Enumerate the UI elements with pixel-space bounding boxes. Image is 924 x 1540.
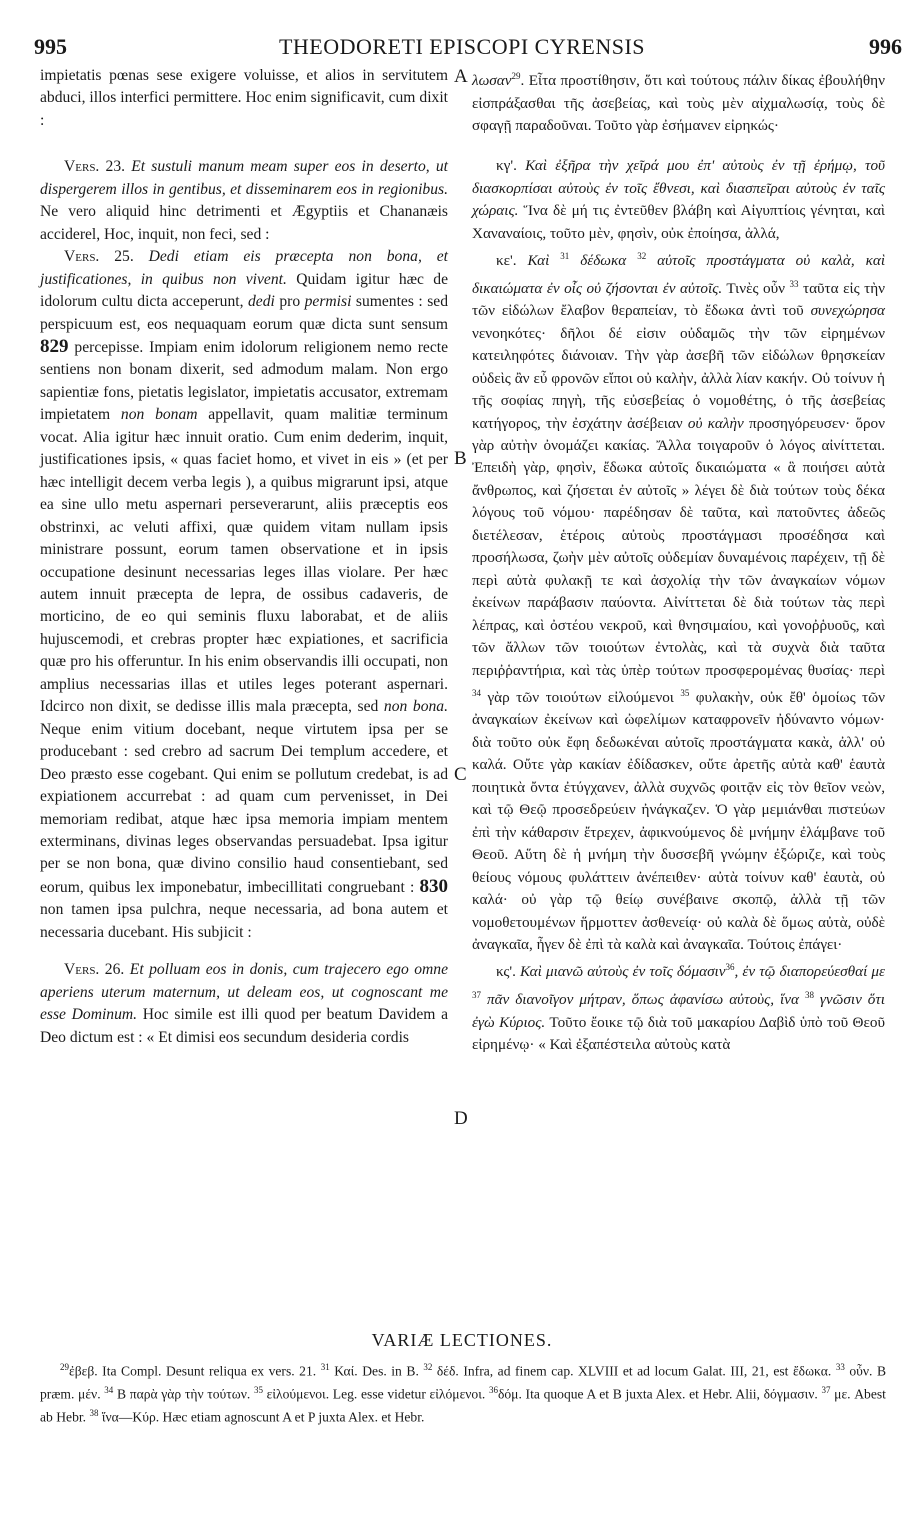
verse-text: Et polluam eos in donis, cum trajecero ego omne aperiens uterum maternum, ut deleam eos, ut cognoscant me esse Dominum. (40, 961, 449, 1024)
page-header (0, 30, 924, 60)
emphasis-word: non bona. (383, 698, 448, 716)
column-number: 829 (40, 335, 69, 357)
note-text: Καί. Des. in B. (334, 1363, 419, 1379)
commentary-text: non tamen ipsa pulchra, neque necessaria, ad bona autem et necessaria ducebant. His subjicit : (40, 901, 448, 941)
commentary-text: γὰρ τῶν τοιούτων εἰλούμενοι (487, 689, 674, 707)
variant-notes (40, 1358, 886, 1427)
margin-marker-d: D (454, 1108, 468, 1129)
note-number: 29 (60, 1362, 69, 1372)
footnote-ref: 35 (680, 687, 690, 698)
variae-lectiones-heading: VARIÆ LECTIONES. (371, 1330, 553, 1350)
emphasis-word: permisi (304, 293, 352, 311)
greek-paragraph-intro (472, 65, 885, 137)
verse-text: Dedi etiam eis præcepta non bona, et justificationes, in quibus non vivent. (40, 248, 448, 288)
note-number: 38 (89, 1408, 99, 1419)
verse-text: δέδωκα (580, 252, 627, 270)
greek-verse-25 (472, 245, 885, 956)
verse-text: , ἐν τῷ διαπορεύεσθαί με (734, 963, 886, 981)
verse-text: αὐτοῖς προστάγματα οὐ καλὰ, καὶ δικαιώματα ἐν οἷς οὐ ζήσονται ἐν αὐτοῖς. (472, 252, 886, 297)
verse-text: Καὶ μιανῶ αὐτοὺς ἐν τοῖς δόμασιν (519, 963, 726, 981)
margin-marker-c: C (454, 764, 467, 785)
note-number: 37 (821, 1385, 831, 1396)
footnote-ref: 38 (804, 989, 814, 1000)
note-number: 34 (104, 1385, 114, 1396)
footnote-ref: 31 (560, 251, 570, 262)
note-text: με. Abest ab Hebr. (40, 1386, 886, 1425)
verse-label: Vers. 25. (64, 248, 134, 266)
footnote-ref: 36 (725, 962, 735, 973)
note-text: δέδ. Infra, ad finem cap. XLVIII et ad locum Galat. III, 21, est ἔδωκα. (436, 1363, 832, 1379)
variae-lectiones (40, 1358, 886, 1427)
commentary-text: προσηγόρευσεν· ὅρον γὰρ αὐτὴν ὀνομάζει κακίας. Ἄλλα τοιγαροῦν ὁ λόγος αἰνίττεται. Ἐπειδὴ γὰρ, φησὶν, ἔδωκα αὐτοῖς δικαιώματα « ἃ ποιήσει αὐτὰ ἄνθρωπος, καὶ ζήσεται ἐν αὐτοῖς » λέγει δὲ διὰ τούτων τοὺς δέκα λόγους τοῦ νόμου· παρέδησαν δὲ ταῦτα, καὶ πατοῦντες ἀδεῶς διετέλεσαν, ἑτέροις αὐτοὺς προστάγμασι προσέδησα καὶ προσήλωσα, ζωὴν μὲν αὐτοῖς οὐδεμίαν δυναμένοις παρέχειν, τῇ δὲ περὶ αὐτὰ φυλακῇ τε καὶ ἀσχολίᾳ τὴν τῶν ἀναγκαίων νόμων ἐκείνων παράβασιν παύοντα. Αἰνίττεται δὲ διὰ τούτων τὰς περὶ λέπρας, καὶ ὀστέου νεκροῦ, καὶ θνησιμαίου, καὶ γονοῤῥυοῦς, καὶ τῶν ἄλλων τῶν τοιούτων ἐντολὰς, καὶ τὰ συχνὰ διὰ ταῦτα περιῤῥαντήρια, καὶ τὰς ὑπὲρ τούτων προσφερομένας θυσίας· περὶ (472, 414, 886, 679)
verse-text: πᾶν διανοῖγον μήτραν, ὅπως ἀφανίσω αὐτοὺς, ἵνα (486, 991, 799, 1009)
commentary-text: Ἵνα δὲ μή τις ἐντεῦθεν βλάβη καὶ Αἰγυπτίοις γένηται, καὶ Χαναναίοις, τοῦτο μὲν, φησὶν, οὐκ ἐποίησα, ἀλλά, (472, 202, 886, 242)
footnote-ref: 32 (637, 251, 647, 262)
verse-label: κς'. (496, 963, 516, 981)
commentary-text: νενοηκότες· δῆλοι δέ εἰσιν οὐδαμῶς τὴν τῶν εἰρημένων κατειληφότες διάνοιαν. Τὴν γὰρ ἀσεβῆ τῶν εἰδώλων θρησκείαν οὐδεὶς ἂν εὖ φρονῶν εἴποι οὐ καλὴν, ἀλλὰ λίαν κακήν. Οὐ τοίνυν ἡ τῆς σοφίας πηγὴ, τῆς εὐσεβείας ὁ νομοθέτης, ὁ τῆς ἀσεβείας κατήγορος, τὴν ἐσχάτην ἀσέβειαν (472, 324, 885, 432)
commentary-text: Hoc simile est illi quod per beatum Davidem a Deo dictum est : « Et dimisi eos secundum desideria cordis (40, 1006, 448, 1046)
greek-verse-23 (472, 155, 885, 245)
note-text: B παρὰ γὰρ τὴν τούτων. (116, 1386, 251, 1402)
note-number: 31 (320, 1362, 330, 1372)
verse-label: Vers. 23. (64, 158, 126, 176)
column-number: 830 (419, 875, 448, 897)
running-title: THEODORETI EPISCOPI CYRENSIS (278, 34, 646, 59)
note-number: 35 (253, 1385, 263, 1396)
footnote-ref: 34 (472, 687, 481, 698)
greek-verse-26 (472, 956, 885, 1056)
commentary-text: . Εἶτα προστίθησιν, ὅτι καὶ τούτους πάλιν δίκας ἐβουλήθην εἰσπράξασθαι τῆς ἀσεβείας, καὶ τοὺς μὲν αἰχμαλωσίᾳ, τοὺς δὲ σφαγῇ παραδοῦναι. Τοῦτο γὰρ ἐσήμανεν εἰρηκώς· (472, 72, 885, 134)
commentary-text: sumentes : sed perspicuum est, eos nequaquam eorum quæ dicta sunt sensum (40, 293, 448, 333)
commentary-text: pro (279, 293, 301, 311)
commentary-text: Τοῦτο ἔοικε τῷ διὰ τοῦ μακαρίου Δαβὶδ ὑπὸ τοῦ Θεοῦ εἰρημένῳ· « Καὶ ἐξαπέστειλα αὐτοὺς κατὰ (472, 1013, 886, 1053)
margin-marker-a: A (454, 66, 468, 87)
commentary-text: Neque enim vitium docebant, neque virtutem ipsa per se producebant : sed crebro ad sacrum Dei templum accedere, et Deo præsto esse cogebant. Qui enim se pollutum credebat, is ad expiationem accurrebat : ad quam cum pervenisset, in Dei memoriam redibat, atque hæc ipsa memoria impiam mentem exterminans, divinas leges observandas persuadebat. Ipsa igitur per se non bona, quæ divino consilio haud consentiebant, sed eorum, quibus lex imponebatur, imbecillitati congruebant : (40, 720, 448, 896)
verse-text: Et sustuli manum meam super eos in deserto, ut dispergerem illos in gentibus, et disseminarem eos in regionibus. (40, 158, 449, 198)
note-number: 33 (835, 1362, 845, 1372)
emphasis-word: συνεχώρησα (810, 302, 885, 320)
latin-verse-26 (40, 959, 448, 1049)
verse-text: Καὶ ἐξῆρα τὴν χεῖρά μου ἐπ' αὐτοὺς ἐν τῇ ἐρήμῳ, τοῦ διασκορπίσαι αὐτοὺς ἐν τοῖς ἔθνεσι, καὶ διασπεῖραι αὐτοὺς ἐν ταῖς χώραις. (472, 157, 886, 220)
footnote-ref: 33 (789, 278, 799, 289)
commentary-text: appellavit, quam malitiæ terminum vocat. Alia igitur hæc innuit oratio. Cum enim dederim, inquit, justificationes ipsis, « quas faciet homo, et vivet in eis » (et per hæc intelligit decem verba legis ), a quibus migrarunt ipsi, atque ea sine ullo metu aspernari perseverarunt, aliis præceptis eos obstrinxi, ac veluti affixi, quæ quidem vitam nullam ipsis ministrare possunt, eorum tamen observatione et in ipsis occupatione desinunt necessarias leges illas violare. Per hæc autem innuit præcepta de lepra, de ossibus cadaveris, de morticino, de eo qui seminis fluxu laborabat, et de aliis hujuscemodi, et crebras propter hæc expiationes, et sacrificia quæ pro his offeruntur. In his enim observandis illi occupati, non amplius necessarias illas et utiles leges poterant aspernari. Idcirco non dixit, se dedisse illis mala præcepta, sed (40, 406, 449, 716)
verse-text: Καὶ (527, 252, 550, 270)
latin-verse-23 (40, 156, 448, 246)
commentary-text: percepisse. Impiam enim idolorum religionem nemo recte sentiens non bonam dixerit, sed admodum malam. Non ergo sapientiæ fons, pietatis legislator, impietatis accusator, extremam impietatem (40, 338, 448, 424)
emphasis-word: οὐ καλὴν (687, 414, 744, 432)
footnote-ref: 37 (472, 989, 481, 1000)
commentary-text: Quidam igitur hæc de idolorum cultu dicta acceperunt, (40, 270, 448, 311)
page-number-left: 995 (34, 34, 67, 59)
latin-verse-25 (40, 246, 448, 944)
latin-column (40, 65, 448, 1049)
page-number-right: 996 (869, 34, 902, 59)
commentary-text: Ne vero aliquid hinc detrimenti et Ægyptiis et Chananæis acciderel, Hoc, inquit, non feci, sed : (40, 203, 448, 243)
verse-label: Vers. 26. (64, 961, 125, 979)
note-text: οὖν. B præm. μέν. (40, 1363, 887, 1402)
note-text: ἐβεβ. Ita Compl. Desunt reliqua ex vers. 21. (69, 1363, 317, 1379)
emphasis-word: dedi (248, 293, 275, 311)
margin-marker-b: B (454, 448, 467, 469)
commentary-text: Τινὲς οὖν (726, 279, 785, 297)
footnote-ref: 29 (511, 71, 521, 81)
verse-text: γνῶσιν ὅτι ἐγὼ Κύριος. (472, 991, 886, 1031)
note-number: 32 (423, 1362, 433, 1372)
commentary-text: ταῦτα εἰς τὴν τῶν εἰδώλων ἔλαβον θεραπείαν, τὸ ἔδωκα ἀντὶ τοῦ (472, 279, 885, 320)
greek-column (472, 65, 885, 1056)
emphasis-word: non bonam (120, 406, 198, 424)
commentary-text: φυλακὴν, οὐκ ἔθ' ὁμοίως τῶν ἀναγκαίων ἐκείνων καὶ ὠφελίμων καταφρονεῖν ἠδύναντο νόμων· διὰ τοῦτο οὐκ ἔφη δεδωκέναι αὐτοῖς προστάγματα κακὰ, ἀλλ' οὐ καλά. Οὔτε γὰρ κακίαν ἐδίδασκεν, οὔτε ἀρετῆς αὐτὰ καθ' ἑαυτὰ ποιητικὰ ὄντα ἐτύγχανεν, ἀλλὰ συχνῶς φοιτᾷν εἰς τὸν θεῖον νεὼν, καὶ τῷ Θεῷ προσεδρεύειν ἠνάγκαζεν. Ὁ γὰρ μεμιάνθαι πιστεύων ἐπὶ τὴν κάθαρσιν ἔτρεχεν, ἀφικνούμενος δὲ μνήμην ἐλάμβανε τοῦ Θεοῦ. Αὕτη δὲ ἡ μνήμη τὴν δυσσεβῆ γνώμην ἐξώριζε, καὶ τοὺς θείους νόμους φυλάττειν ἀνέπειθεν· αὐτὰ τοίνυν καθ' ἑαυτὰ, οὐ καλά· οὐ γὰρ τῷ θείῳ συνέβαινε σκοπῷ, ἀλλὰ τῇ τῶν νομοθετουμένων ἥρμοττεν ἀσθενείᾳ· οὐ καλὰ δὲ ὅμως αὐτὰ, οὐδὲ ἀναγκαῖα, ἦγεν δὲ ἐπὶ τὰ καλὰ καὶ ἀναγκαῖα. Τούτοις ἐπάγει· (472, 689, 886, 954)
verse-text: λωσαν (472, 72, 512, 90)
note-number: 36 (488, 1385, 498, 1396)
verse-label: κγ'. (496, 157, 517, 175)
note-text: ἵνα—Κύρ. Hæc etiam agnoscunt A et P juxta Alex. et Hebr. (101, 1409, 425, 1425)
latin-paragraph-intro: impietatis pœnas sese exigere voluisse, et alios in servitutem abduci, illos interfici permittere. Hoc enim significavit, cum dixit : (40, 67, 448, 129)
note-text: εἰλούμενοι. Leg. esse videtur εἰλόμενοι. (266, 1386, 486, 1402)
verse-label: κε'. (496, 252, 517, 270)
note-text: δόμ. Ita quoque A et B juxta Alex. et Hebr. Alii, δόγμασιν. (497, 1386, 818, 1402)
